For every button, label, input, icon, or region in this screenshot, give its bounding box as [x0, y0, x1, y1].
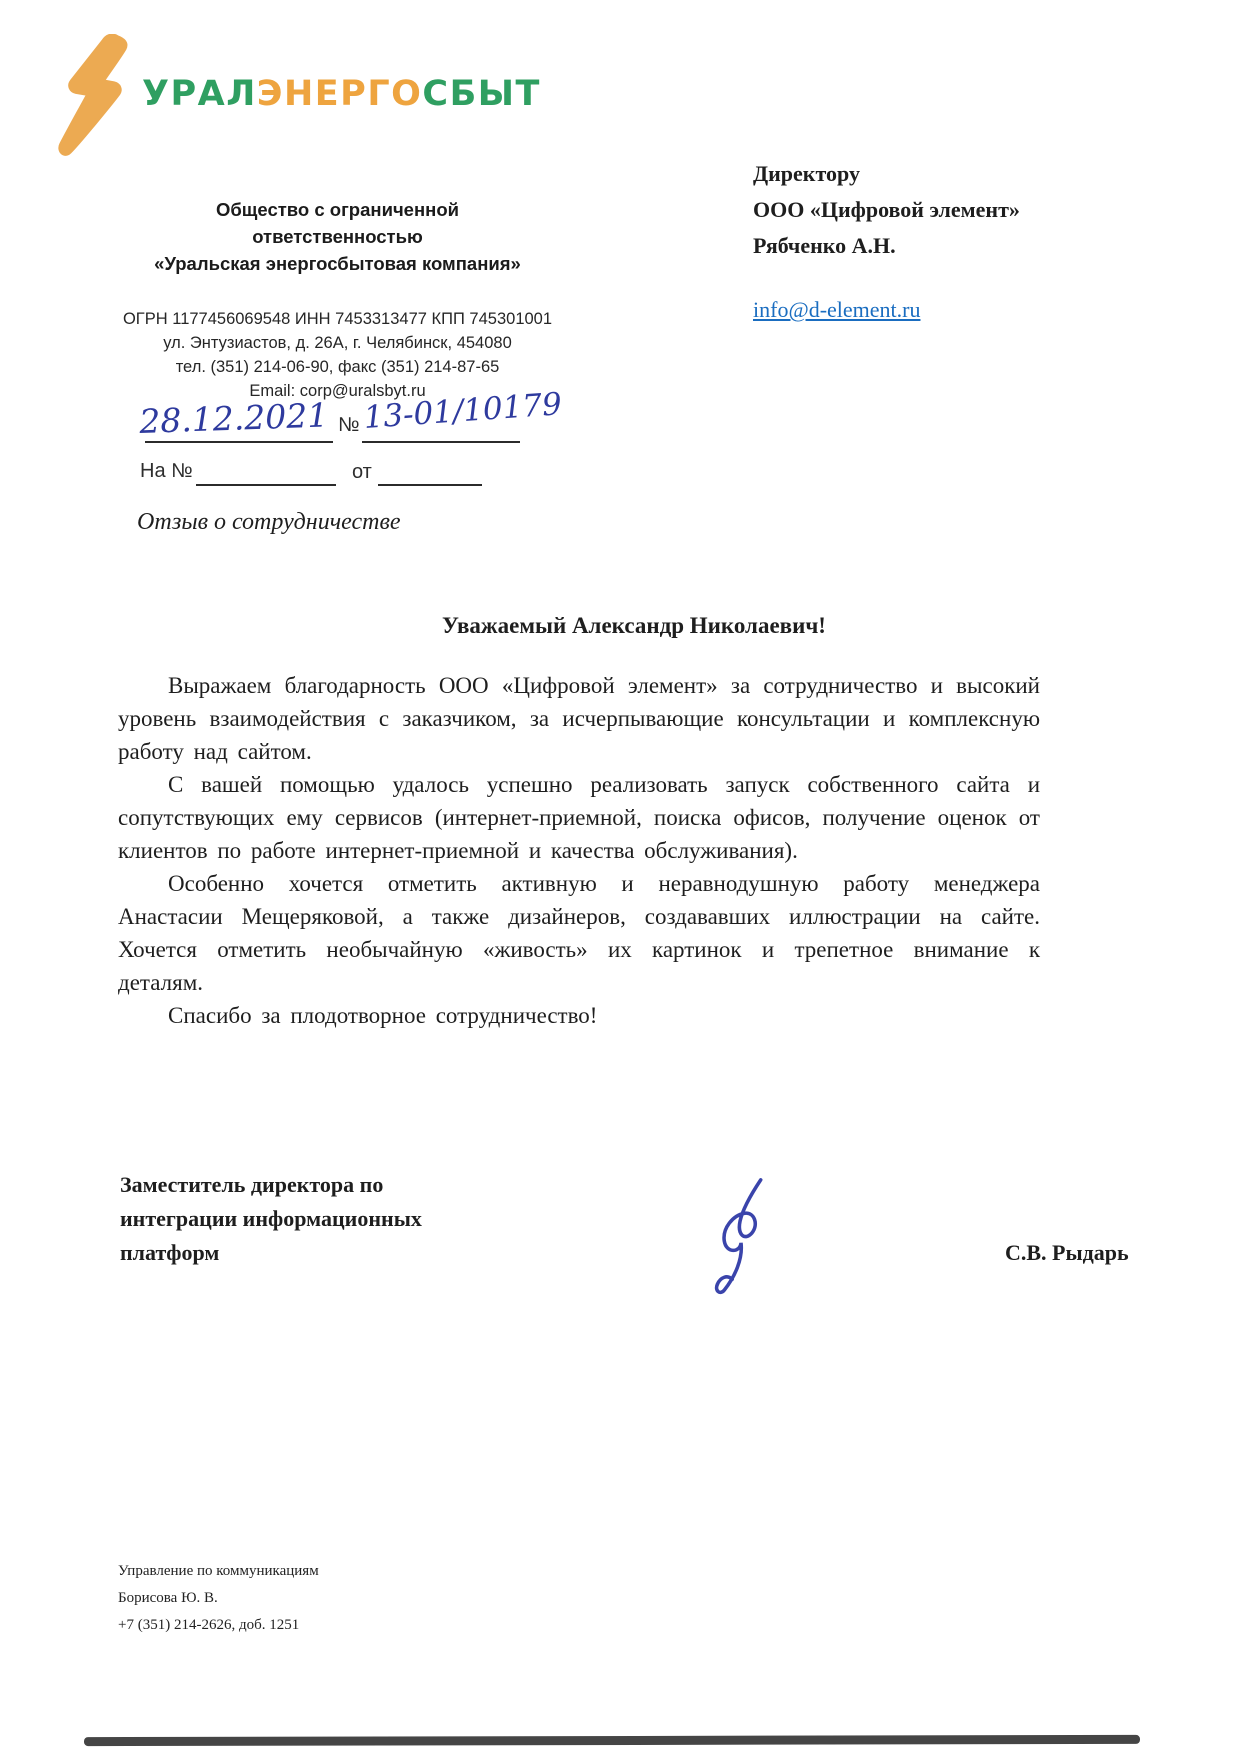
lightning-bolt-icon: [54, 34, 138, 156]
recipient-block: [753, 156, 1020, 264]
logo-segment: УРАЛ: [142, 74, 257, 114]
recipient-name: Рябченко А.Н.: [753, 233, 896, 258]
reply-from-date-label: от: [352, 461, 372, 483]
number-blank-line: [362, 441, 520, 443]
recipient-email-link[interactable]: info@d-element.ru: [753, 297, 921, 322]
signatory-name: С.В. Рыдарь: [1005, 1240, 1129, 1265]
executor-department: Управление по коммуникациям: [118, 1563, 319, 1579]
signatory-title-line: интеграции информационных: [120, 1206, 422, 1231]
logo-segment: СБЫТ: [422, 74, 541, 114]
letter-body: [118, 669, 1040, 1032]
body-paragraph: Выражаем благодарность ООО «Цифровой элемент» за сотрудничество и высокий уровень взаимодействия с заказчиком, за исчерпывающие консультации и комплексную работу над сайтом.: [118, 673, 1040, 764]
recipient-position: Директору: [753, 161, 860, 186]
sender-block: [70, 196, 605, 403]
sender-email-line: Email: corp@uralsbyt.ru: [249, 382, 426, 400]
salutation: Уважаемый Александр Николаевич!: [442, 613, 826, 638]
sender-org-line: ответственностью: [252, 226, 423, 247]
signatory-title: [120, 1168, 422, 1270]
handwritten-date: 28.12.2021: [138, 395, 329, 441]
sender-address-line: ул. Энтузиастов, д. 26А, г. Челябинск, 454080: [163, 334, 512, 352]
body-paragraph: Особенно хочется отметить активную и неравнодушную работу менеджера Анастасии Мещеряковой, а также дизайнеров, создававших иллюстрации на сайте. Хочется отметить необычайную «живость» их картинок и трепетное внимание к деталям.: [118, 871, 1040, 995]
logo-segment: ЭНЕРГО: [256, 74, 423, 114]
scan-edge-artifact: [84, 1735, 1140, 1746]
handwritten-signature-icon: [703, 1172, 781, 1300]
reply-date-blank-line: [378, 484, 482, 486]
date-blank-line: [145, 441, 333, 443]
executor-phone: +7 (351) 214-2626, доб. 1251: [118, 1617, 300, 1633]
sender-org-line: «Уральская энергосбытовая компания»: [154, 253, 521, 274]
handwritten-outgoing-number: 13-01/10179: [362, 386, 563, 436]
signatory-title-line: платформ: [120, 1240, 220, 1265]
executor-name: Борисова Ю. В.: [118, 1590, 218, 1606]
body-paragraph: Спасибо за плодотворное сотрудничество!: [168, 1003, 598, 1028]
reply-number-blank-line: [196, 484, 336, 486]
subject-line: Отзыв о сотрудничестве: [137, 509, 401, 535]
sender-org-name: [70, 196, 605, 277]
reply-to-number-label: На №: [140, 460, 193, 482]
number-sign: №: [338, 414, 360, 436]
sender-phone-line: тел. (351) 214-06-90, факс (351) 214-87-65: [175, 358, 500, 376]
body-paragraph: С вашей помощью удалось успешно реализовать запуск собственного сайта и сопутствующих ему сервисов (интернет-приемной, поиска офисов, получение оценок от клиентов по работе интернет-приемной и качества обслуживания).: [118, 772, 1040, 863]
recipient-company: ООО «Цифровой элемент»: [753, 197, 1020, 222]
sender-org-line: Общество с ограниченной: [215, 199, 459, 220]
logo-wordmark: [142, 74, 541, 114]
sender-registration-line: ОГРН 1177456069548 ИНН 7453313477 КПП 745301001: [122, 310, 553, 328]
executor-info: [118, 1558, 319, 1639]
signatory-title-line: Заместитель директора по: [120, 1172, 384, 1197]
